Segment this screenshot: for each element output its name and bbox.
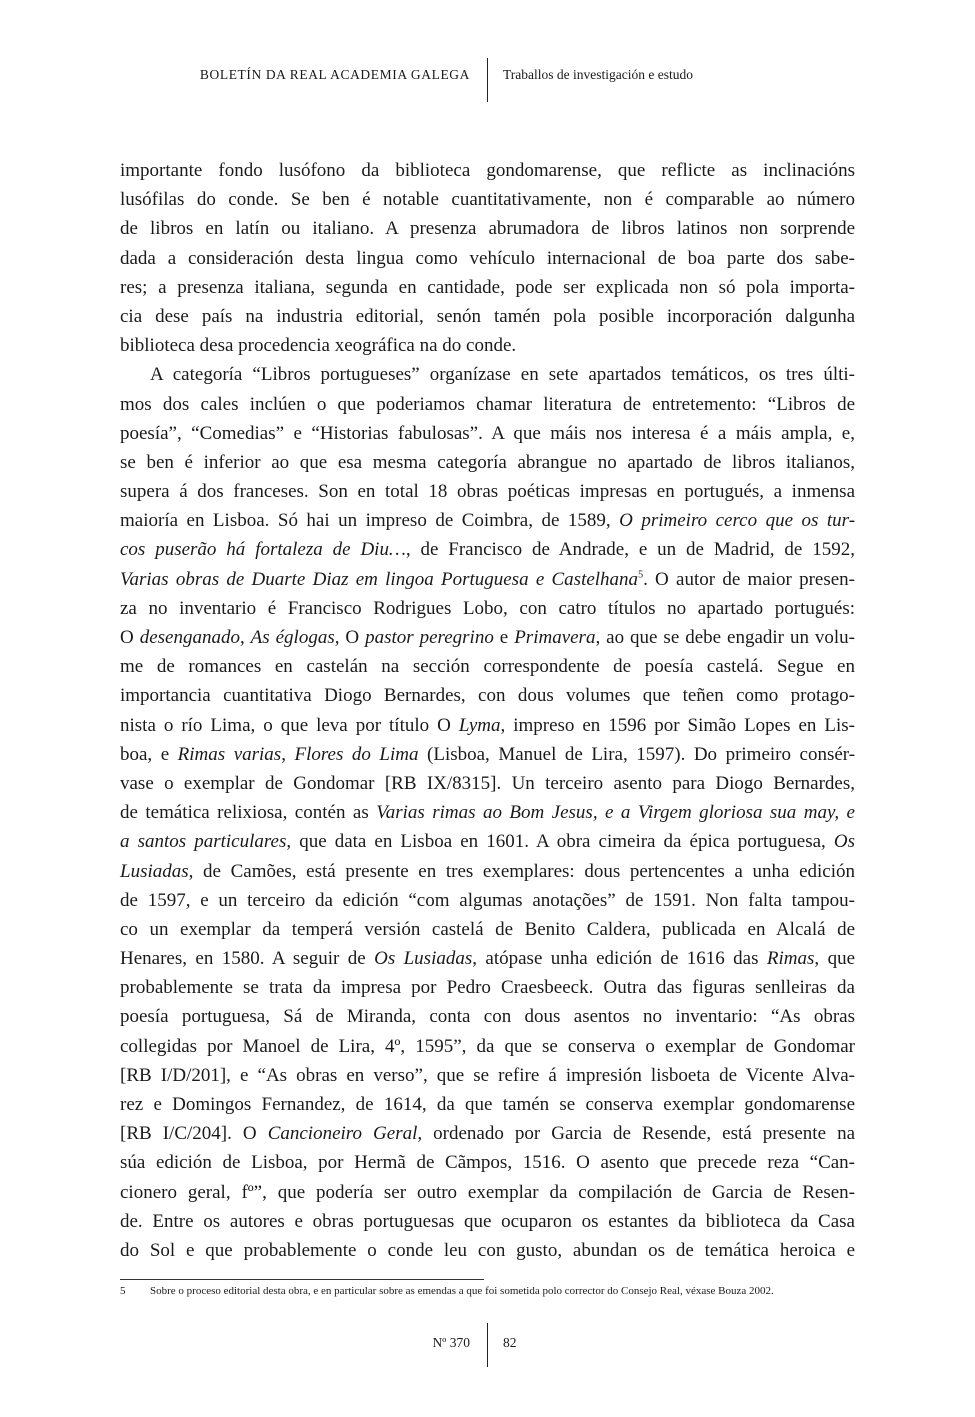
text-line: Lusiadas, de Camões, está presente en tres exemplares: dous pertencentes a unha edición	[120, 860, 855, 882]
text-line: cionero geral, fº”, que podería ser outro exemplar da compilación de Garcia de Resen-	[120, 1181, 855, 1203]
text-line: mos dos cales inclúen o que poderiamos chamar literatura de entretemento: “Libros de	[120, 393, 855, 415]
page-number: 82	[503, 1335, 517, 1350]
text-line: me de romances en castelán na sección correspondente de poesía castelá. Segue en	[120, 656, 855, 678]
footnote-divider	[120, 1279, 484, 1280]
text-line: poesía portuguesa, Sá de Miranda, conta con dous asentos no inventario: “As obras	[120, 1006, 855, 1028]
text-line: Varias obras de Duarte Diaz em lingoa Portuguesa e Castelhana$^5$. O autor de maior presen-	[120, 568, 855, 590]
text-line: O desenganado, As églogas, O pastor peregrino e Primavera, ao que se debe engadir un volu-	[120, 627, 855, 648]
footnote-number: 5	[120, 1285, 126, 1297]
footer-divider	[487, 1323, 488, 1367]
text-line: importancia cuantitativa Diogo Bernardes, con dous volumes que teñen como protago-	[120, 685, 855, 707]
running-header	[0, 58, 975, 102]
text-line: co un exemplar da temperá versión castelá de Benito Caldera, publicada en Alcalá de	[120, 918, 855, 940]
text-line: nista o río Lima, o que leva por título O Lyma, impreso en 1596 por Simão Lopes en Lis-	[120, 714, 855, 736]
text-line: poesía”, “Comedias” e “Historias fabulosas”. A que máis nos interesa é a máis ampla, e,	[120, 422, 855, 444]
text-line: de. Entre os autores e obras portuguesas que ocuparon os estantes da biblioteca da Casa	[120, 1210, 855, 1232]
text-line: a santos particulares, que data en Lisboa en 1601. A obra cimeira da épica portuguesa, Os	[120, 831, 856, 853]
text-line: collegidas por Manoel de Lira, 4º, 1595”, da que se conserva o exemplar de Gondomar	[120, 1035, 855, 1057]
text-line: dada a consideración desta lingua como vehículo internacional de boa parte dos sabe-	[120, 247, 855, 269]
text-line: boa, e Rimas varias, Flores do Lima (Lisboa, Manuel de Lira, 1597). Do primeiro consér-	[120, 743, 856, 765]
text-line: de temática relixiosa, contén as Varias rimas ao Bom Jesus, e a Virgem gloriosa sua may, e	[120, 802, 855, 824]
text-line: se ben é inferior ao que esa mesma categoría abrangue no apartado de libros italianos,	[120, 451, 855, 473]
text-line: biblioteca desa procedencia xeográfica na do conde.	[120, 335, 517, 357]
section-title: Traballos de investigación e estudo	[503, 67, 693, 82]
text-line: cia dese país na industria editorial, senón tamén pola posible incorporación dalgunha	[120, 305, 855, 327]
text-line: probablemente se trata da impresa por Pedro Craesbeeck. Outra das figuras senlleiras da	[120, 977, 855, 999]
header-divider	[487, 58, 488, 102]
text-line: maioría en Lisboa. Só hai un impreso de Coimbra, de 1589, O primeiro cerco que os tur-	[120, 510, 856, 532]
text-line: [RB I/C/204]. O Cancioneiro Geral, ordenado por Garcia de Resende, está presente na	[120, 1123, 856, 1145]
issue-number: Nº 370	[432, 1335, 470, 1350]
text-line: de libros en latín ou italiano. A presenza abrumadora de libros latinos non sorprende	[120, 218, 855, 240]
text-line: [RB I/D/201], e “As obras en verso”, que se refire á impresión lisboeta de Vicente Alva-	[120, 1064, 855, 1086]
text-line: lusófilas do conde. Se ben é notable cuantitativamente, non é comparable ao número	[120, 189, 855, 211]
text-line: supera á dos franceses. Son en total 18 obras poéticas impresas en portugués, a inmensa	[120, 481, 855, 503]
text-line: vase o exemplar de Gondomar [RB IX/8315]. Un terceiro asento para Diogo Bernardes,	[120, 772, 855, 794]
body-text	[120, 156, 855, 1265]
text-line: importante fondo lusófono da biblioteca gondomarense, que reflicte as inclinacións	[120, 160, 855, 181]
text-line: Henares, en 1580. A seguir de Os Lusiadas, atópase unha edición de 1616 das Rimas, que	[120, 948, 856, 970]
text-line: A categoría “Libros portugueses” organízase en sete apartados temáticos, os tres últi-	[150, 364, 855, 386]
text-line: do Sol e que probablemente o conde leu con gusto, abundan os de temática heroica e	[120, 1239, 855, 1261]
text-line: rez e Domingos Fernandez, de 1614, da que tamén se conserva exemplar gondomarense	[120, 1094, 855, 1115]
text-line: de 1597, e un terceiro da edición “com algumas anotações” de 1591. Non falta tampou-	[120, 889, 855, 911]
text-line: súa edición de Lisboa, por Hermã de Cãmpos, 1516. O asento que precede reza “Can-	[120, 1152, 855, 1174]
footnote	[120, 1285, 860, 1297]
text-line: res; a presenza italiana, segunda en cantidade, pode ser explicada non só pola importa-	[120, 276, 855, 298]
footnote-ref: 5	[638, 569, 644, 581]
running-footer	[0, 1323, 975, 1367]
journal-title: BOLETÍN DA REAL ACADEMIA GALEGA	[199, 67, 470, 82]
text-line: za no inventario é Francisco Rodrigues Lobo, con catro títulos no apartado portugués:	[120, 597, 855, 619]
footnote-text: Sobre o proceso editorial desta obra, e en particular sobre as emendas a que foi sometida polo corrector do Consejo Real, véxase Bouza 2002.	[150, 1285, 774, 1297]
text-line: cos puserão há fortaleza de Diu…, de Francisco de Andrade, e un de Madrid, de 1592,	[120, 539, 855, 561]
